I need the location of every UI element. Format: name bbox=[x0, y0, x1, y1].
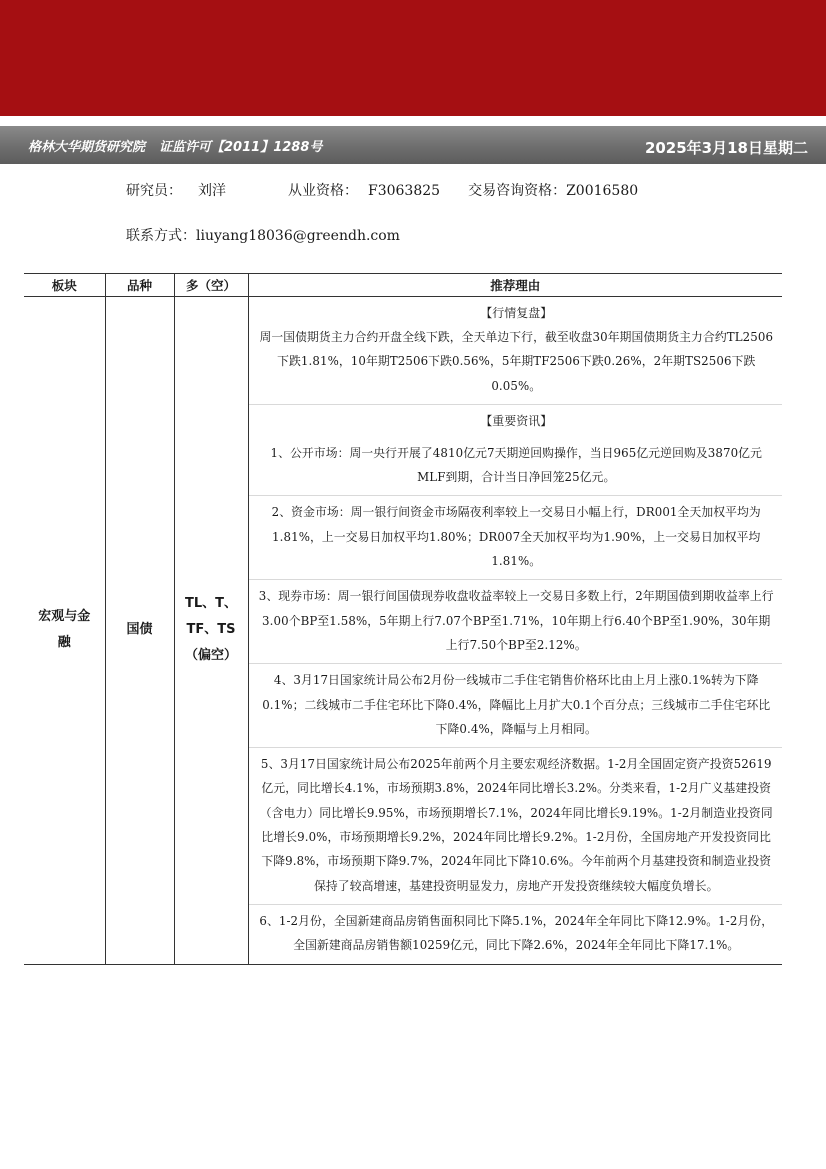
institute-name: 格林大华期货研究院 bbox=[28, 140, 146, 155]
block-text: 6、1-2月份，全国新建商品房销售面积同比下降5.1%，2024年全年同比下降12.9%。1-2月份，全国新建商品房销售额10259亿元，同比下降2.6%，2024年全年同比下降17.1%。 bbox=[259, 913, 774, 953]
block-text: 周一国债期货主力合约开盘全线下跌，全天单边下行，截至收盘30年期国债期货主力合约TL2506下跌1.81%，10年期T2506下跌0.56%，5年期TF2506下跌0.26%，2年期TS2506下跌0.05%。 bbox=[259, 330, 774, 393]
header-variety: 品种 bbox=[105, 274, 174, 297]
direction-cell bbox=[174, 297, 248, 965]
sector-cell bbox=[24, 297, 105, 965]
recommendation-table bbox=[24, 273, 782, 965]
contact-email[interactable]: liuyang18036@greendh.com bbox=[196, 228, 400, 244]
reason-block bbox=[249, 496, 783, 580]
qualification-number: F3063825 bbox=[368, 183, 441, 199]
block-text: 2、资金市场：周一银行间资金市场隔夜利率较上一交易日小幅上行，DR001全天加权平均为1.81%，上一交易日加权平均1.80%；DR007全天加权平均为1.90%，上一交易日加权平均1.81%。 bbox=[271, 505, 761, 569]
reason-block bbox=[249, 905, 783, 964]
sector-line: 融 bbox=[57, 635, 71, 651]
block-title: 【行情复盘】 bbox=[480, 306, 553, 320]
consult-label: 交易咨询资格： bbox=[468, 183, 567, 199]
header-reason: 推荐理由 bbox=[248, 274, 782, 297]
header-direction: 多（空） bbox=[174, 274, 248, 297]
block-text: 3、现券市场：周一银行间国债现券收盘收益率较上一交易日多数上行，2年期国债到期收益率上行3.00个BP至1.58%，5年期上行7.07个BP至1.71%，10年期上行6.40个BP至1.90%，30年期上行7.50个BP至2.12%。 bbox=[258, 589, 774, 652]
sector-line: 宏观与金 bbox=[38, 609, 91, 625]
consult-number: Z0016580 bbox=[566, 183, 639, 199]
direction-line: TL、T、 bbox=[184, 596, 238, 612]
variety-cell: 国债 bbox=[105, 297, 174, 965]
reason-block bbox=[249, 297, 783, 405]
table-header-row bbox=[24, 274, 782, 297]
reason-block bbox=[249, 664, 783, 748]
reason-cell bbox=[248, 297, 782, 965]
analyst-name: 刘洋 bbox=[198, 183, 226, 199]
contact-label: 联系方式： bbox=[126, 228, 196, 244]
header-sector: 板块 bbox=[24, 274, 105, 297]
report-date: 2025年3月18日星期二 bbox=[644, 139, 808, 157]
header-bar bbox=[0, 126, 826, 164]
direction-line: TF、TS bbox=[186, 622, 236, 638]
block-text: 5、3月17日国家统计局公布2025年前两个月主要宏观经济数据。1-2月全国固定资产投资52619亿元，同比增长4.1%，市场预期3.8%，2024年同比增长3.2%。分类来看，1-2月广义基建投资（含电力）同比增长9.95%，市场预期增长7.1%，2024年同比增长9.19%。1-2月制造业投资同比增长9.0%，市场预期增长9.2%，2024年同比增长9.2%。1-2月份，全国房地产开发投资同比下降9.8%，市场预期下降9.7%，2024年同比下降10.6%。今年前两个月基建投资和制造业投资保持了较高增速，基建投资明显发力，房地产开发投资继续较大幅度负增长。 bbox=[259, 757, 773, 893]
table-row bbox=[24, 297, 782, 965]
contact-info bbox=[126, 225, 400, 245]
role-label: 研究员： bbox=[126, 183, 182, 199]
analyst-info bbox=[126, 180, 638, 200]
reason-block bbox=[249, 405, 783, 497]
institute-license bbox=[28, 136, 322, 155]
qualification-label: 从业资格： bbox=[288, 183, 358, 199]
top-banner bbox=[0, 0, 826, 116]
block-text: 4、3月17日国家统计局公布2月份一线城市二手住宅销售价格环比由上月上涨0.1%转为下降0.1%；二线城市二手住宅环比下降0.4%，降幅比上月扩大0.1个百分点；三线城市二手住宅环比下降0.4%，降幅与上月相同。 bbox=[262, 673, 771, 736]
block-title: 【重要资讯】 bbox=[480, 413, 553, 428]
direction-line: （偏空） bbox=[184, 648, 237, 664]
reason-block bbox=[249, 748, 783, 905]
license-number: 证监许可【2011】1288号 bbox=[159, 140, 323, 155]
reason-block bbox=[249, 580, 783, 664]
block-text: 1、公开市场：周一央行开展了4810亿元7天期逆回购操作，当日965亿元逆回购及3870亿元MLF到期，合计当日净回笼25亿元。 bbox=[270, 445, 762, 485]
